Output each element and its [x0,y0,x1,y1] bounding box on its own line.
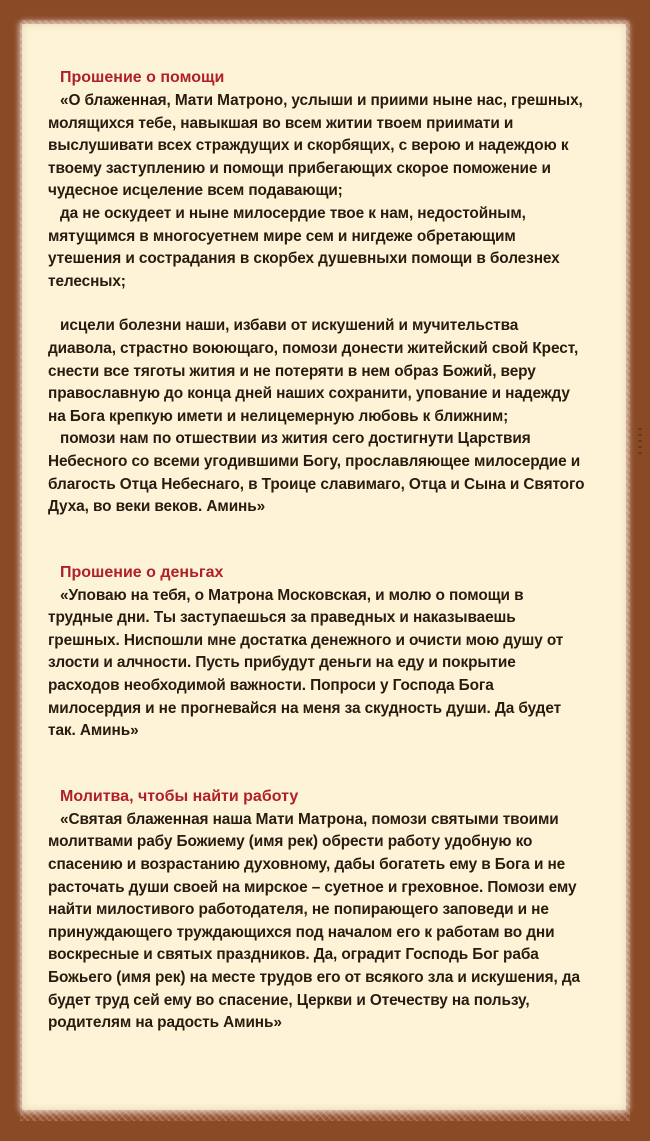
prayer-text-block [48,68,588,1035]
prayer-paragraph: помози нам по отшествии из жития сего достигнути Царствия Небесного со всеми угодившими Богу, прославляющее милосердие и благость Отца Небеснаго, в Троице славимаго, Отца и Сына и Святого Духа, во веки веков. Аминь» [48,430,585,516]
section-heading: Прошение о помощи [60,69,225,86]
frame-speckle-decoration [638,428,642,454]
section-money [48,563,588,743]
prayer-paragraph: «О блаженная, Мати Матроно, услыши и приими ныне нас, грешных, молящихся тебе, навыкшая во всем житии твоем приимати и выслушивати всех страждущих и скорбящих, с верою и надеждою к твоему заступлению и помощи прибегающих скорое поможение и чудесное исцеление всем подавающи; [48,92,583,200]
paragraph-spacer [48,293,588,315]
section-spacer [48,519,588,563]
section-help [48,68,588,519]
prayer-paragraph: «Святая блаженная наша Мати Матрона, помози святыми твоими молитвами рабу Божиему (имя рек) обрести работу удобную ко спасению и возрастанию духовному, дабы богатеть ему в Бога и не расточать души своей на мирское – суетное и греховное. Помози ему найти милостивого работодателя, не попирающего заповеди и не принуждающего труждающихся под началом его к работам во дни воскресные и святых праздников. Да, оградит Господь Бог раба Божьего (имя рек) на месте трудов его от всякого зла и искушения, да будет труд сей ему во спасение, Церкви и Отечеству на пользу, родителям на радость Аминь» [48,810,580,1032]
section-heading: Прошение о деньгах [60,563,224,581]
section-spacer [48,743,588,787]
prayer-paragraph: да не оскудеет и ныне милосердие твое к нам, недостойным, мятущимся в многосуетнем мире сем и нигдеже обретающим утешения и сострадания в скорбех душевныхи помощи в болезнех телесных; [48,204,560,290]
prayer-paragraph: исцели болезни наши, избави от искушений и мучительства диавола, страстно воюющаго, помози донести житейский свой Крест, снести все тяготы жития и не потеряти в нем образ Божий, веру православную до конца дней наших сохранити, упование и надежду на Бога крепкую имети и нелицемерную любовь к ближним; [48,317,579,425]
section-heading: Молитва, чтобы найти работу [60,787,299,805]
prayer-paragraph: «Уповаю на тебя, о Матрона Московская, и молю о помощи в трудные дни. Ты заступаешься за праведных и наказываешь грешных. Ниспошли мне достатка денежного и очисти мою душу от злости и алчности. Пусть прибудут деньги на еду и покрытие расходов необходимой важности. Попроси у Господа Бога милосердия и не прогневайся на меня за скудность души. Да будет так. Аминь» [48,586,564,740]
section-work [48,787,588,1035]
